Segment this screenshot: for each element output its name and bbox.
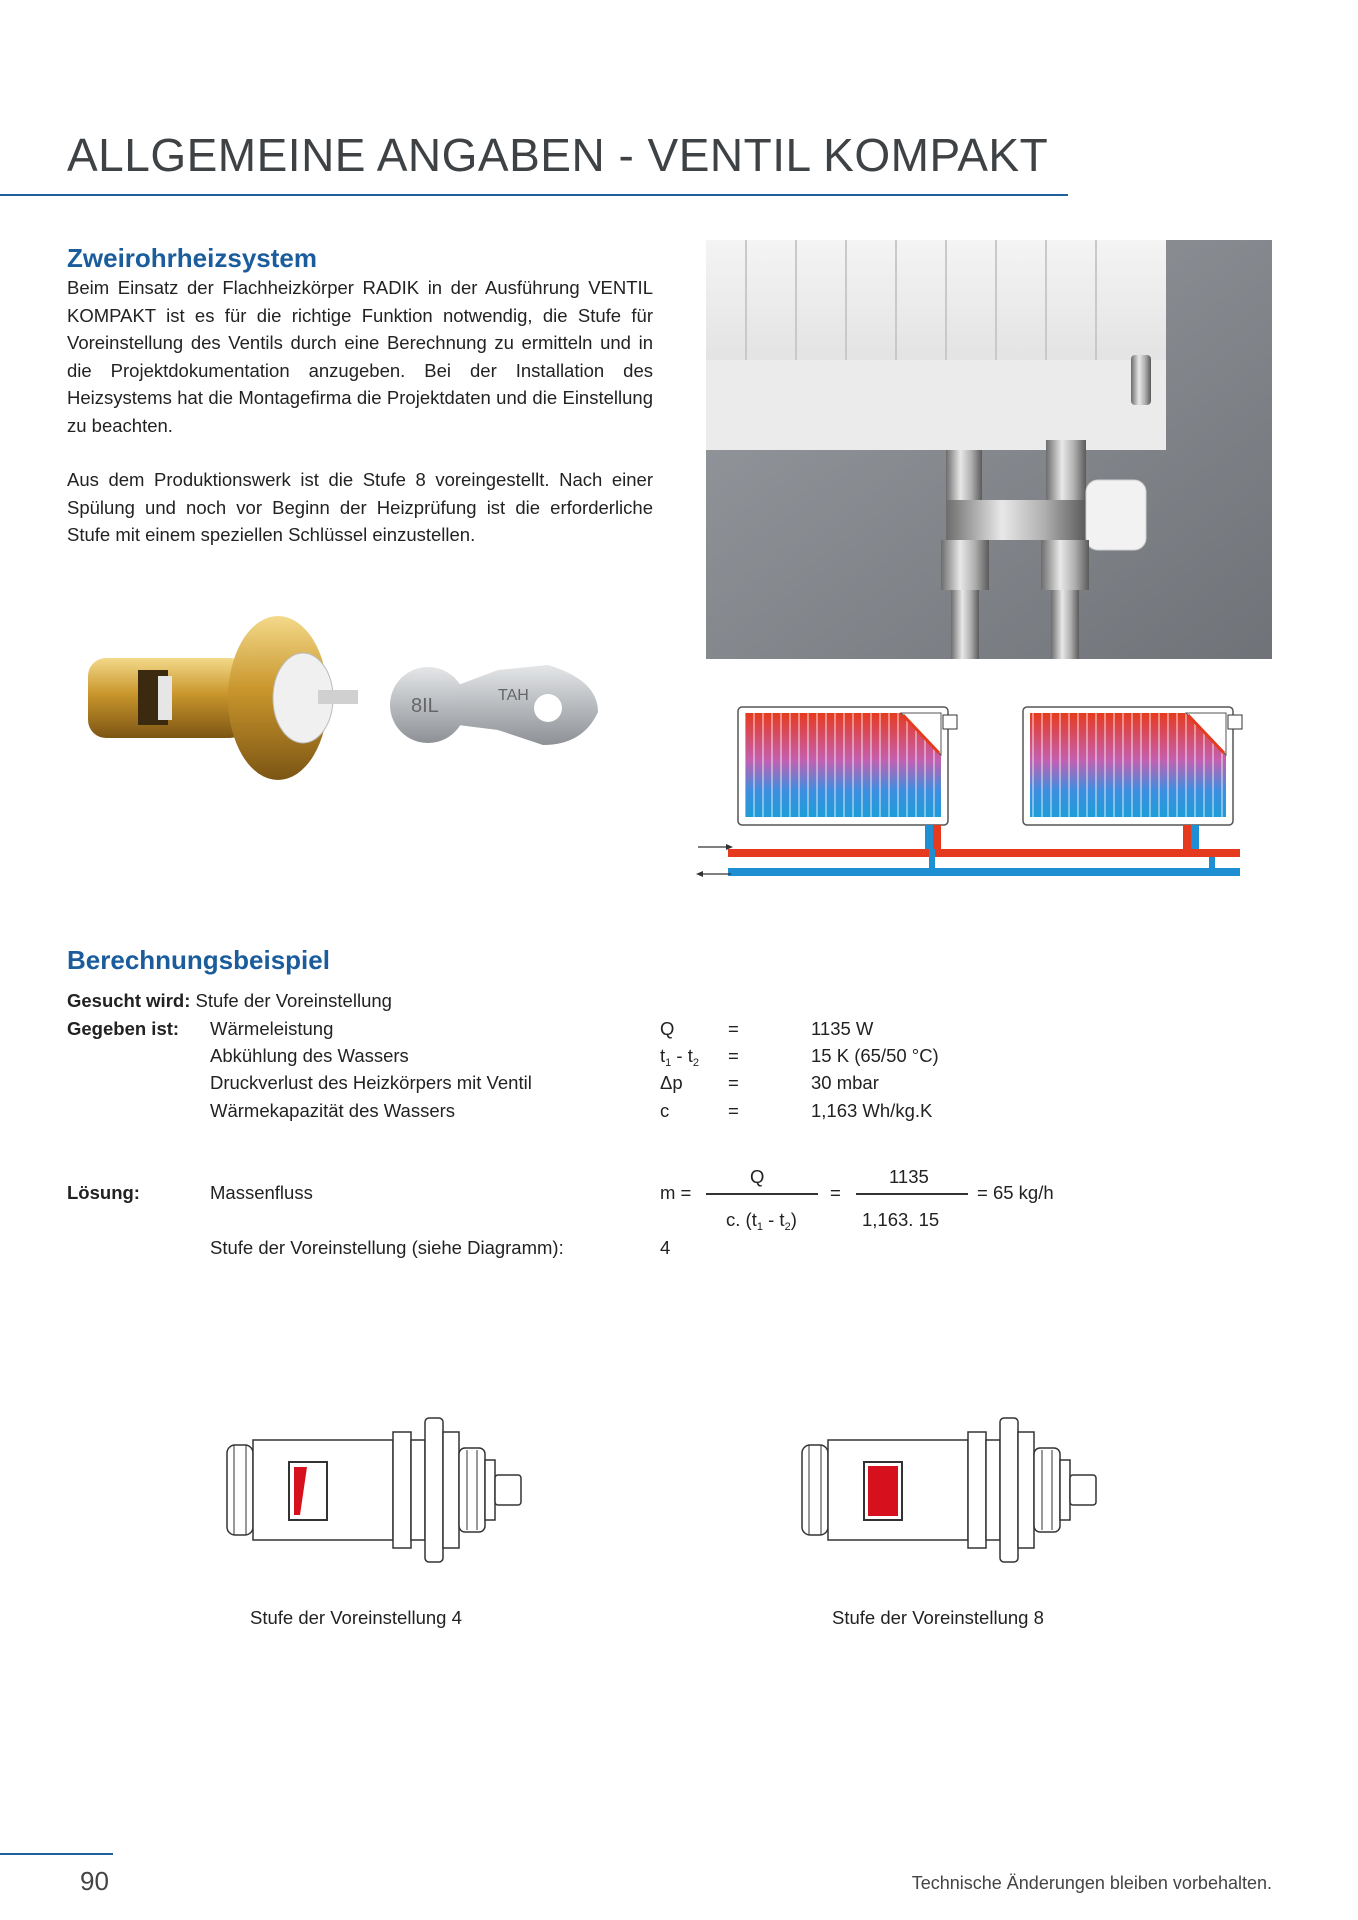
given-eq-3: = — [728, 1072, 739, 1093]
formula-denominator-1: c. $(t_1 - t_2)$ — [726, 1209, 797, 1233]
given-eq-2: = — [728, 1045, 739, 1066]
section-heading-berechnungsbeispiel: Berechnungsbeispiel — [67, 945, 330, 975]
drawing-caption-1: Stufe der Voreinstellung 4 — [250, 1607, 462, 1628]
radiator-1 — [738, 707, 957, 849]
given-symbol-2: $t_1 - t_2$ — [660, 1045, 699, 1069]
valve-drawing-setting-4 — [222, 1410, 562, 1570]
formula-lhs: m = — [660, 1182, 692, 1203]
formula-numerator-1: Q — [750, 1166, 765, 1187]
stufe-label: Stufe der Voreinstellung (siehe Diagramm): — [210, 1237, 564, 1258]
radiator-2 — [1023, 707, 1242, 849]
loesung-label: Lösung: — [67, 1182, 140, 1203]
given-name-4: Wärmekapazität des Wassers — [210, 1100, 456, 1121]
formula-eq: = — [830, 1182, 841, 1203]
formula-denominator-2: 1,163. 15 — [862, 1209, 940, 1230]
formula-result: = 65 kg/h — [977, 1182, 1054, 1203]
gegeben-label: Gegeben ist: — [67, 1018, 180, 1039]
massenfluss-label: Massenfluss — [210, 1182, 313, 1203]
given-symbol-4: c — [660, 1100, 670, 1121]
footer-note: Technische Änderungen bleiben vorbehalten. — [911, 1873, 1272, 1893]
given-symbol-3: Δp — [660, 1072, 683, 1093]
section-heading-zweirohrheizsystem: Zweirohrheizsystem — [67, 243, 317, 273]
valve-drawing-setting-8 — [797, 1410, 1137, 1570]
given-value-3: 30 mbar — [811, 1072, 879, 1093]
given-value-2: 15 K (65/50 °C) — [811, 1045, 939, 1066]
given-eq-4: = — [728, 1100, 739, 1121]
title-divider — [0, 194, 1068, 196]
given-eq-1: = — [728, 1018, 739, 1039]
given-name-1: Wärmeleistung — [210, 1018, 334, 1039]
formula-numerator-2: 1135 — [889, 1166, 929, 1187]
page-title: ALLGEMEINE ANGABEN - VENTIL KOMPAKT — [67, 129, 1049, 181]
gesucht-value: Stufe der Voreinstellung — [195, 990, 392, 1011]
supply-pipe — [728, 849, 1240, 857]
given-name-3: Druckverlust des Heizkörpers mit Ventil — [210, 1072, 532, 1093]
fraction-line-2 — [856, 1193, 968, 1195]
given-name-2: Abkühlung des Wassers — [210, 1045, 409, 1066]
key-engraving-2: TAH — [498, 687, 529, 704]
fraction-line-1 — [706, 1193, 818, 1195]
intro-paragraph: Beim Einsatz der Flachheizkörper RADIK in der Ausführung VENTIL KOMPAKT ist es für die richtige Funktion notwendig, die Stufe für Voreinstellung des Ventils durch eine Berechnung zu ermitteln und in die Projektdokumentation anzugeben. Bei der Installation des Heizsystems hat die Montagefirma die Projektdaten und die Einstellung zu beachten. — [67, 277, 653, 436]
two-pipe-system-diagram — [693, 695, 1255, 895]
footer-divider — [0, 1853, 113, 1855]
return-pipe — [728, 868, 1240, 876]
drawing-caption-2: Stufe der Voreinstellung 8 — [832, 1607, 1044, 1628]
given-value-1: 1135 W — [811, 1018, 874, 1039]
gesucht-label: Gesucht wird: — [67, 990, 191, 1011]
given-symbol-1: Q — [660, 1018, 675, 1039]
radiator-valve-photo — [706, 240, 1272, 659]
key-engraving-1: 8IL — [411, 695, 439, 717]
setting-indicator-8 — [868, 1466, 898, 1516]
factory-setting-paragraph: Aus dem Produktionswerk ist die Stufe 8 voreingestellt. Nach einer Spülung und noch vor Beginn der Heizprüfung ist die erforderliche Stufe mit einem speziellen Schlüssel einzustellen. — [67, 469, 653, 545]
stufe-value: 4 — [660, 1237, 671, 1258]
valve-insert-and-key-photo — [78, 600, 628, 800]
given-value-4: 1,163 Wh/kg.K — [811, 1100, 933, 1121]
page-number: 90 — [80, 1866, 109, 1896]
